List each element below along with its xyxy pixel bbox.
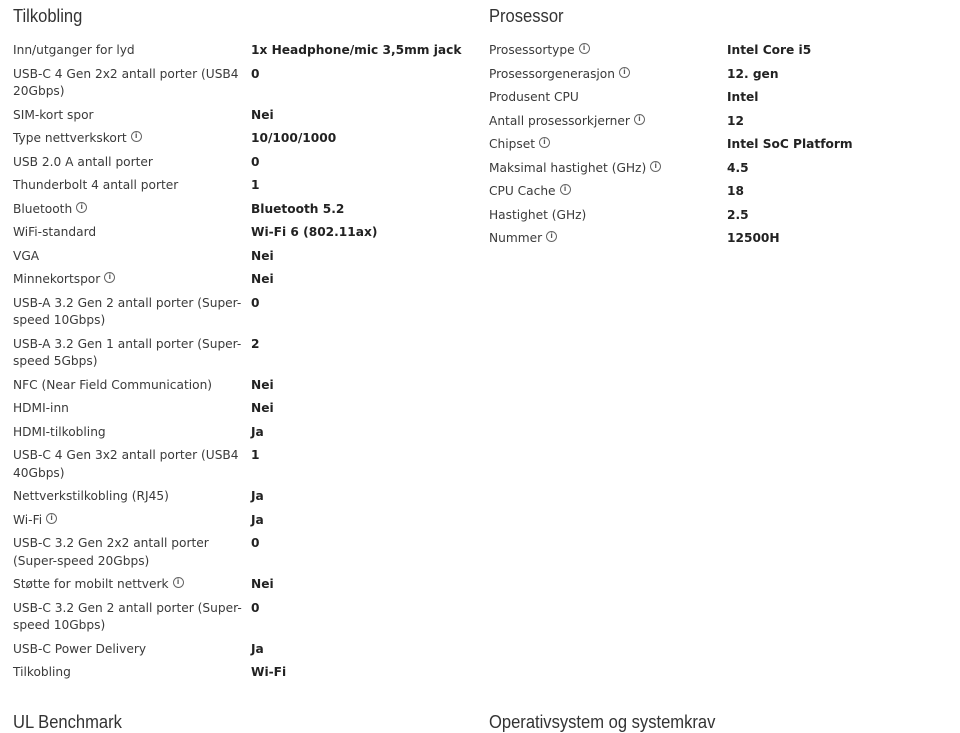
spec-label-text: USB-A 3.2 Gen 1 antall porter (Super-speed 5Gbps) — [13, 336, 242, 368]
spec-row — [13, 177, 473, 195]
spec-row — [13, 295, 473, 330]
spec-label — [13, 248, 251, 266]
spec-label — [13, 512, 251, 530]
spec-label — [13, 424, 251, 442]
spec-label-text: Nummer — [489, 231, 543, 245]
spec-label-text: Inn/utganger for lyd — [13, 43, 135, 57]
spec-label-text: USB-C Power Delivery — [13, 641, 147, 656]
spec-value: Intel — [727, 90, 759, 104]
spec-row — [13, 512, 473, 530]
spec-row — [13, 576, 473, 594]
spec-label-text: USB-A 3.2 Gen 2 antall porter (Super-speed 10Gbps) — [13, 295, 242, 327]
spec-label-text: Støtte for mobilt nettverk — [13, 577, 169, 591]
spec-value: Nei — [251, 272, 274, 286]
spec-label — [13, 42, 251, 60]
spec-label-text: USB-C 3.2 Gen 2 antall porter (Super-speed 10Gbps) — [13, 600, 242, 632]
spec-row — [13, 336, 473, 371]
spec-label-text: HDMI-tilkobling — [13, 424, 106, 439]
spec-label-text: SIM-kort spor — [13, 107, 94, 122]
spec-value: Nei — [251, 248, 274, 263]
spec-value: Ja — [251, 512, 264, 527]
info-icon[interactable]: i — [650, 161, 661, 172]
spec-label-text: Bluetooth — [13, 201, 73, 216]
spec-value: 0 — [251, 154, 260, 169]
spec-label — [13, 400, 251, 418]
spec-row — [13, 400, 473, 418]
spec-row — [489, 207, 949, 225]
spec-label — [13, 154, 251, 172]
spec-label — [13, 535, 251, 570]
spec-value: 4.5 — [727, 160, 749, 175]
spec-row — [489, 230, 949, 248]
spec-label — [13, 107, 251, 125]
spec-value: 0 — [251, 66, 260, 81]
spec-label-text: Maksimal hastighet (GHz) — [489, 160, 647, 175]
spec-value: Nei — [251, 107, 274, 122]
spec-row — [13, 130, 473, 148]
spec-label-text: HDMI-inn — [13, 401, 69, 415]
info-icon[interactable]: i — [46, 513, 57, 524]
spec-label — [13, 201, 251, 219]
spec-label — [13, 177, 251, 195]
spec-value: 2.5 — [727, 207, 749, 222]
spec-value: Bluetooth 5.2 — [251, 201, 345, 216]
spec-row — [489, 160, 949, 178]
spec-label — [13, 271, 251, 289]
spec-label — [489, 160, 727, 178]
spec-label-text: Chipset — [489, 137, 535, 151]
spec-label — [489, 113, 727, 131]
spec-value: 12500H — [727, 231, 780, 245]
info-icon[interactable]: i — [76, 202, 87, 213]
spec-row — [13, 488, 473, 506]
spec-row — [489, 113, 949, 131]
spec-label-text: USB 2.0 A antall porter — [13, 154, 153, 169]
spec-row — [13, 641, 473, 659]
spec-label — [13, 224, 251, 242]
spec-label-text: Antall prosessorkjerner — [489, 113, 630, 128]
spec-value: 12. gen — [727, 66, 779, 81]
info-icon[interactable]: i — [579, 43, 590, 54]
spec-label-text: Hastighet (GHz) — [489, 207, 587, 222]
info-icon[interactable]: i — [131, 131, 142, 142]
spec-label — [13, 447, 251, 482]
section-title-os: Operativsystem og systemkrav — [489, 712, 716, 732]
spec-value: 12 — [727, 113, 744, 128]
spec-label-text: CPU Cache — [489, 184, 556, 198]
spec-label — [13, 130, 251, 148]
spec-row — [13, 224, 473, 242]
spec-value: Wi-Fi 6 (802.11ax) — [251, 225, 378, 239]
spec-row — [13, 664, 473, 682]
spec-label — [489, 230, 727, 248]
spec-value: Ja — [251, 641, 264, 656]
spec-row — [489, 136, 949, 154]
spec-label-text: Type nettverkskort — [13, 131, 127, 145]
spec-label — [13, 600, 251, 635]
spec-label — [13, 576, 251, 594]
spec-row — [489, 89, 949, 107]
spec-row — [13, 42, 473, 60]
spec-value: 0 — [251, 600, 260, 615]
spec-label — [13, 377, 251, 395]
spec-label — [13, 66, 251, 101]
spec-label — [489, 42, 727, 60]
spec-value: Ja — [251, 489, 264, 503]
spec-label — [13, 488, 251, 506]
spec-label-text: WiFi-standard — [13, 225, 97, 239]
spec-value: 0 — [251, 295, 260, 310]
spec-row — [489, 66, 949, 84]
spec-label-text: Thunderbolt 4 antall porter — [13, 178, 179, 192]
processor-section — [489, 0, 929, 245]
spec-row — [489, 183, 949, 201]
spec-label — [489, 89, 727, 107]
spec-value: Intel Core i5 — [727, 43, 812, 57]
info-icon[interactable]: i — [634, 114, 645, 125]
spec-row — [13, 154, 473, 172]
spec-label-text: Produsent CPU — [489, 90, 579, 104]
spec-label-text: VGA — [13, 248, 40, 263]
spec-label — [489, 136, 727, 154]
spec-label-text: USB-C 4 Gen 3x2 antall porter (USB4 40Gbps) — [13, 448, 239, 480]
spec-value: 10/100/1000 — [251, 131, 337, 145]
spec-row — [13, 201, 473, 219]
benchmark-section — [13, 706, 453, 733]
spec-label-text: Prosessortype — [489, 43, 575, 57]
info-icon[interactable]: i — [173, 577, 184, 588]
os-section — [489, 706, 929, 733]
spec-value: Nei — [251, 377, 274, 392]
spec-row — [13, 66, 473, 101]
spec-label — [489, 207, 727, 225]
spec-row — [13, 535, 473, 570]
spec-label-text: USB-C 3.2 Gen 2x2 antall porter (Super-speed 20Gbps) — [13, 536, 209, 568]
info-icon[interactable]: i — [560, 184, 571, 195]
spec-value: 0 — [251, 536, 260, 550]
spec-value: Ja — [251, 424, 264, 439]
spec-label — [489, 66, 727, 84]
spec-label — [13, 295, 251, 330]
spec-label — [13, 641, 251, 659]
spec-row — [13, 424, 473, 442]
spec-label-text: Prosessorgenerasjon — [489, 66, 615, 81]
spec-value: Nei — [251, 577, 274, 591]
section-title-benchmark: UL Benchmark — [13, 712, 122, 732]
section-title-connectivity: Tilkobling — [13, 6, 83, 26]
processor-spec-list — [489, 42, 949, 254]
spec-value: 1 — [251, 448, 260, 462]
spec-label-text: NFC (Near Field Communication) — [13, 377, 213, 392]
spec-row — [13, 271, 473, 289]
spec-value: 18 — [727, 184, 744, 198]
spec-row — [13, 377, 473, 395]
info-icon[interactable]: i — [539, 137, 550, 148]
spec-label — [13, 336, 251, 371]
connectivity-section — [13, 0, 462, 679]
info-icon[interactable]: i — [546, 231, 557, 242]
spec-row — [13, 600, 473, 635]
spec-value: 1 — [251, 178, 260, 192]
spec-label — [489, 183, 727, 201]
spec-row — [13, 107, 473, 125]
spec-row — [489, 42, 949, 60]
spec-label-text: Tilkobling — [13, 665, 71, 679]
spec-value: Nei — [251, 401, 274, 415]
spec-label — [13, 664, 251, 682]
spec-value: 1x Headphone/mic 3,5mm jack — [251, 43, 462, 57]
spec-label-text: Minnekortspor — [13, 272, 101, 286]
info-icon[interactable]: i — [104, 272, 115, 283]
spec-label-text: USB-C 4 Gen 2x2 antall porter (USB4 20Gbps) — [13, 66, 239, 98]
section-title-processor: Prosessor — [489, 6, 564, 26]
spec-label-text: Wi-Fi — [13, 512, 43, 527]
spec-label-text: Nettverkstilkobling (RJ45) — [13, 489, 169, 503]
spec-row — [13, 447, 473, 482]
spec-row — [13, 248, 473, 266]
spec-value: Wi-Fi — [251, 665, 287, 679]
spec-value: 2 — [251, 336, 260, 351]
spec-value: Intel SoC Platform — [727, 137, 853, 151]
info-icon[interactable]: i — [619, 67, 630, 78]
connectivity-spec-list — [13, 42, 473, 688]
